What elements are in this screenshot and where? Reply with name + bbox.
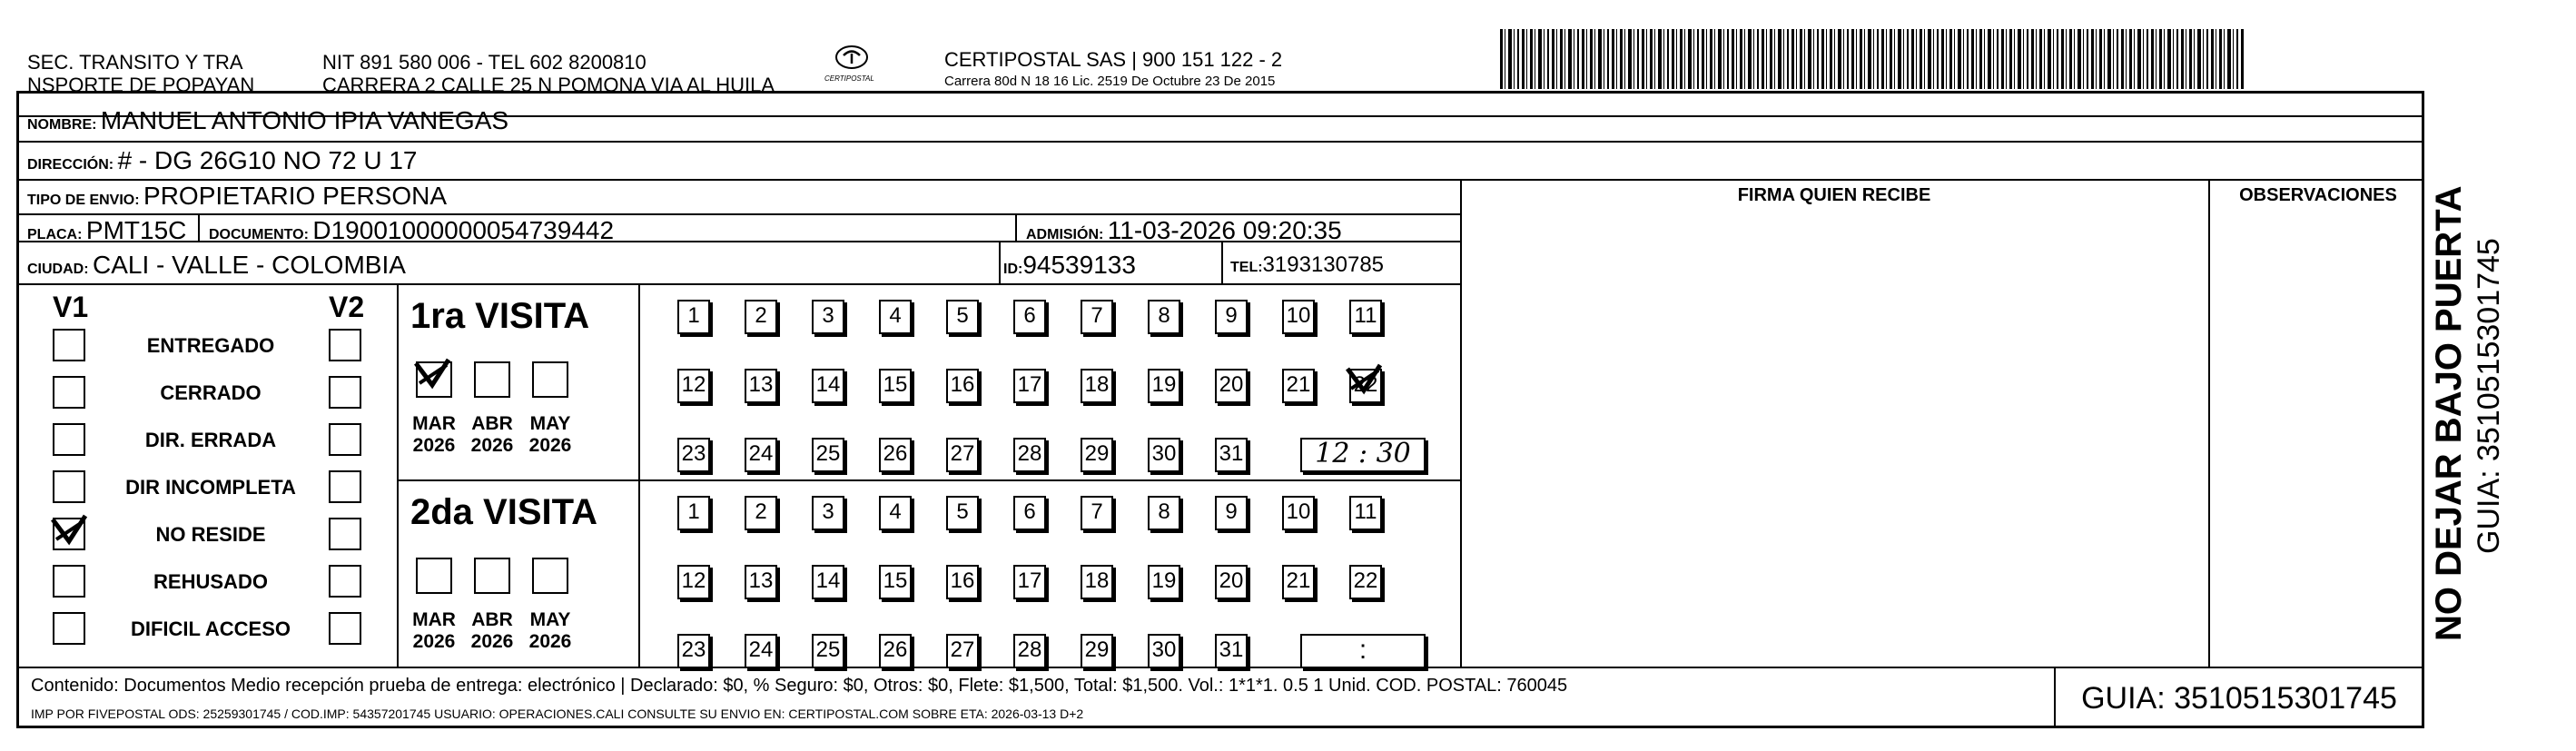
day-box[interactable]: 16 xyxy=(946,369,979,403)
day-box[interactable]: 3 xyxy=(812,300,844,334)
day-box[interactable]: 1 xyxy=(677,496,710,530)
day-box[interactable]: 14 xyxy=(812,565,844,599)
nombre-value: MANUEL ANTONIO IPIA VANEGAS xyxy=(100,106,509,134)
day-box[interactable]: 19 xyxy=(1148,565,1180,599)
nit-line: NIT 891 580 006 - TEL 602 8200810 xyxy=(322,51,646,74)
address-line: CARRERA 2 CALLE 25 N POMONA VIA AL HUILA xyxy=(322,74,775,96)
day-box[interactable]: 9 xyxy=(1215,300,1248,334)
day-box[interactable]: 21 xyxy=(1282,369,1315,403)
placa-label: PLACA: xyxy=(27,227,83,242)
day-box[interactable]: 8 xyxy=(1148,300,1180,334)
day-box[interactable]: 11 xyxy=(1349,496,1382,530)
day-box[interactable]: 24 xyxy=(745,438,777,472)
placa-cell xyxy=(27,218,186,248)
id-value: 94539133 xyxy=(1022,251,1136,279)
month-label: ABR xyxy=(471,413,513,434)
day-box[interactable]: 28 xyxy=(1013,634,1046,668)
year-label: 2026 xyxy=(470,631,514,652)
footer-guia: GUIA: 3510515301745 xyxy=(2081,681,2397,716)
status-label: REHUSADO xyxy=(153,570,268,593)
year-label: 2026 xyxy=(470,435,514,456)
day-box[interactable]: 14 xyxy=(812,369,844,403)
day-box[interactable]: 31 xyxy=(1215,634,1248,668)
firma-header: FIRMA QUIEN RECIBE xyxy=(1737,185,1931,205)
month-checkbox[interactable] xyxy=(532,361,568,398)
day-box[interactable]: 5 xyxy=(946,300,979,334)
day-box[interactable]: 25 xyxy=(812,634,844,668)
day-box[interactable]: 13 xyxy=(745,369,777,403)
month-checkbox[interactable] xyxy=(532,558,568,594)
day-box[interactable]: 19 xyxy=(1148,369,1180,403)
day-box[interactable]: 28 xyxy=(1013,438,1046,472)
v1-checkbox[interactable] xyxy=(53,376,85,409)
year-label: 2026 xyxy=(528,435,572,456)
month-label: MAR xyxy=(412,413,456,434)
month-label: MAY xyxy=(529,413,571,434)
day-box[interactable]: 24 xyxy=(745,634,777,668)
side-warning: NO DEJAR BAJO PUERTA xyxy=(2429,185,2469,641)
day-box[interactable]: 20 xyxy=(1215,565,1248,599)
direccion-value: # - DG 26G10 NO 72 U 17 xyxy=(117,146,418,174)
nombre-label: NOMBRE: xyxy=(27,117,97,133)
day-box[interactable]: 2 xyxy=(745,300,777,334)
day-box[interactable]: 22 xyxy=(1349,369,1382,403)
day-box[interactable]: 10 xyxy=(1282,300,1315,334)
v1-checkbox[interactable] xyxy=(53,518,85,550)
day-box[interactable]: 7 xyxy=(1081,300,1113,334)
day-box[interactable]: 30 xyxy=(1148,438,1180,472)
day-box[interactable]: 6 xyxy=(1013,300,1046,334)
month-label: MAR xyxy=(412,609,456,630)
day-box[interactable]: 15 xyxy=(879,369,912,403)
day-box[interactable]: 29 xyxy=(1081,438,1113,472)
time-box[interactable]: : xyxy=(1300,634,1426,668)
year-label: 2026 xyxy=(412,631,456,652)
day-box[interactable]: 12 xyxy=(677,565,710,599)
visit-title: 2da VISITA xyxy=(410,492,597,532)
id-label: ID: xyxy=(1003,262,1023,277)
contenido-text: Contenido: Documentos Medio recepción prueba de entrega: electrónico | Declarado: $0, % Seguro: $0, Otros: $0, Flete: $1,500, Total: $1,500. Vol.: 1*1*1. 0.5 1 Unid. COD. POSTAL: 760045 xyxy=(31,676,1568,696)
day-box[interactable]: 30 xyxy=(1148,634,1180,668)
id-cell xyxy=(1003,252,1136,282)
status-label: DIR INCOMPLETA xyxy=(125,476,296,499)
status-label: DIFICIL ACCESO xyxy=(130,618,291,640)
year-label: 2026 xyxy=(528,631,572,652)
day-box[interactable]: 17 xyxy=(1013,565,1046,599)
barcode xyxy=(1500,29,2245,89)
observaciones-header: OBSERVACIONES xyxy=(2239,185,2397,205)
direccion-row xyxy=(27,148,418,178)
day-box[interactable]: 17 xyxy=(1013,369,1046,403)
day-box[interactable]: 26 xyxy=(879,438,912,472)
admision-value: 11-03-2026 09:20:35 xyxy=(1107,216,1342,244)
day-box[interactable]: 23 xyxy=(677,438,710,472)
company-line: CERTIPOSTAL SAS | 900 151 122 - 2 xyxy=(944,48,1283,71)
v2-checkbox[interactable] xyxy=(329,376,361,409)
ciudad-cell xyxy=(27,252,406,282)
sender-line-2: NSPORTE DE POPAYAN xyxy=(27,74,255,96)
v2-checkbox[interactable] xyxy=(329,565,361,598)
day-box[interactable]: 11 xyxy=(1349,300,1382,334)
v2-checkbox[interactable] xyxy=(329,470,361,503)
day-box[interactable]: 4 xyxy=(879,496,912,530)
day-box[interactable]: 9 xyxy=(1215,496,1248,530)
status-label: ENTREGADO xyxy=(146,334,275,357)
tipo-value: PROPIETARIO PERSONA xyxy=(143,182,448,210)
v2-checkbox[interactable] xyxy=(329,423,361,456)
day-box[interactable]: 16 xyxy=(946,565,979,599)
day-box[interactable]: 22 xyxy=(1349,565,1382,599)
day-box[interactable]: 10 xyxy=(1282,496,1315,530)
tipo-label: TIPO DE ENVIO: xyxy=(27,193,140,208)
year-label: 2026 xyxy=(412,435,456,456)
day-box[interactable]: 27 xyxy=(946,634,979,668)
status-label: DIR. ERRADA xyxy=(144,429,277,451)
ciudad-label: CIUDAD: xyxy=(27,262,89,277)
visit-title: 1ra VISITA xyxy=(410,296,590,336)
month-checkbox[interactable] xyxy=(416,361,452,398)
month-label: MAY xyxy=(529,609,571,630)
month-checkbox[interactable] xyxy=(474,361,510,398)
day-box[interactable]: 29 xyxy=(1081,634,1113,668)
v1-checkbox[interactable] xyxy=(53,470,85,503)
v2-checkbox[interactable] xyxy=(329,612,361,645)
placa-value: PMT15C xyxy=(85,216,187,244)
day-box[interactable]: 7 xyxy=(1081,496,1113,530)
v1-checkbox[interactable] xyxy=(53,329,85,361)
v1-header: V1 xyxy=(53,291,89,323)
sender-line-1: SEC. TRANSITO Y TRA xyxy=(27,51,243,74)
tel-label: TEL: xyxy=(1230,260,1263,275)
day-box[interactable]: 15 xyxy=(879,565,912,599)
documento-cell xyxy=(209,218,614,248)
day-box[interactable]: 20 xyxy=(1215,369,1248,403)
admision-cell xyxy=(1026,218,1342,248)
day-box[interactable]: 31 xyxy=(1215,438,1248,472)
day-box[interactable]: 2 xyxy=(745,496,777,530)
day-box[interactable]: 25 xyxy=(812,438,844,472)
day-box[interactable]: 6 xyxy=(1013,496,1046,530)
imp-text: IMP POR FIVEPOSTAL ODS: 25259301745 / COD.IMP: 54357201745 USUARIO: OPERACIONES.CALI CONSULTE SU ENVIO EN: CERTIPOSTAL.COM SOBRE ETA: 2026-03-13 D+2 xyxy=(31,707,1084,721)
logo-caption: CERTIPOSTAL xyxy=(824,74,874,83)
day-box[interactable]: 26 xyxy=(879,634,912,668)
month-checkbox[interactable] xyxy=(416,558,452,594)
tipo-row xyxy=(27,183,447,213)
day-box[interactable]: 8 xyxy=(1148,496,1180,530)
admision-label: ADMISIÓN: xyxy=(1026,227,1104,242)
day-box[interactable]: 3 xyxy=(812,496,844,530)
time-box[interactable]: 12 : 30 xyxy=(1300,438,1426,472)
direccion-label: DIRECCIÓN: xyxy=(27,157,114,173)
day-box[interactable]: 18 xyxy=(1081,369,1113,403)
side-guia: GUIA: 3510515301745 xyxy=(2472,238,2506,554)
v2-header: V2 xyxy=(329,291,365,323)
day-check-overlay xyxy=(1349,369,1382,403)
tel-value: 3193130785 xyxy=(1262,252,1385,277)
v2-checkbox[interactable] xyxy=(329,518,361,550)
day-box[interactable]: 23 xyxy=(677,634,710,668)
status-label: CERRADO xyxy=(160,381,262,404)
day-box[interactable]: 12 xyxy=(677,369,710,403)
day-box[interactable]: 13 xyxy=(745,565,777,599)
day-box[interactable]: 1 xyxy=(677,300,710,334)
license-line: Carrera 80d N 18 16 Lic. 2519 De Octubre 23 De 2015 xyxy=(944,74,1276,89)
day-box[interactable]: 5 xyxy=(946,496,979,530)
month-label: ABR xyxy=(471,609,513,630)
v1-checkbox[interactable] xyxy=(53,612,85,645)
nombre-row xyxy=(27,108,508,138)
tel-cell xyxy=(1230,252,1384,281)
status-label: NO RESIDE xyxy=(155,523,266,546)
day-box[interactable]: 18 xyxy=(1081,565,1113,599)
ciudad-value: CALI - VALLE - COLOMBIA xyxy=(93,251,406,279)
day-box[interactable]: 21 xyxy=(1282,565,1315,599)
day-box[interactable]: 4 xyxy=(879,300,912,334)
v1-checkbox[interactable] xyxy=(53,423,85,456)
v2-checkbox[interactable] xyxy=(329,329,361,361)
v1-checkbox[interactable] xyxy=(53,565,85,598)
month-checkbox[interactable] xyxy=(474,558,510,594)
documento-label: DOCUMENTO: xyxy=(209,227,309,242)
documento-value: D19001000000054739442 xyxy=(312,216,615,244)
day-box[interactable]: 27 xyxy=(946,438,979,472)
